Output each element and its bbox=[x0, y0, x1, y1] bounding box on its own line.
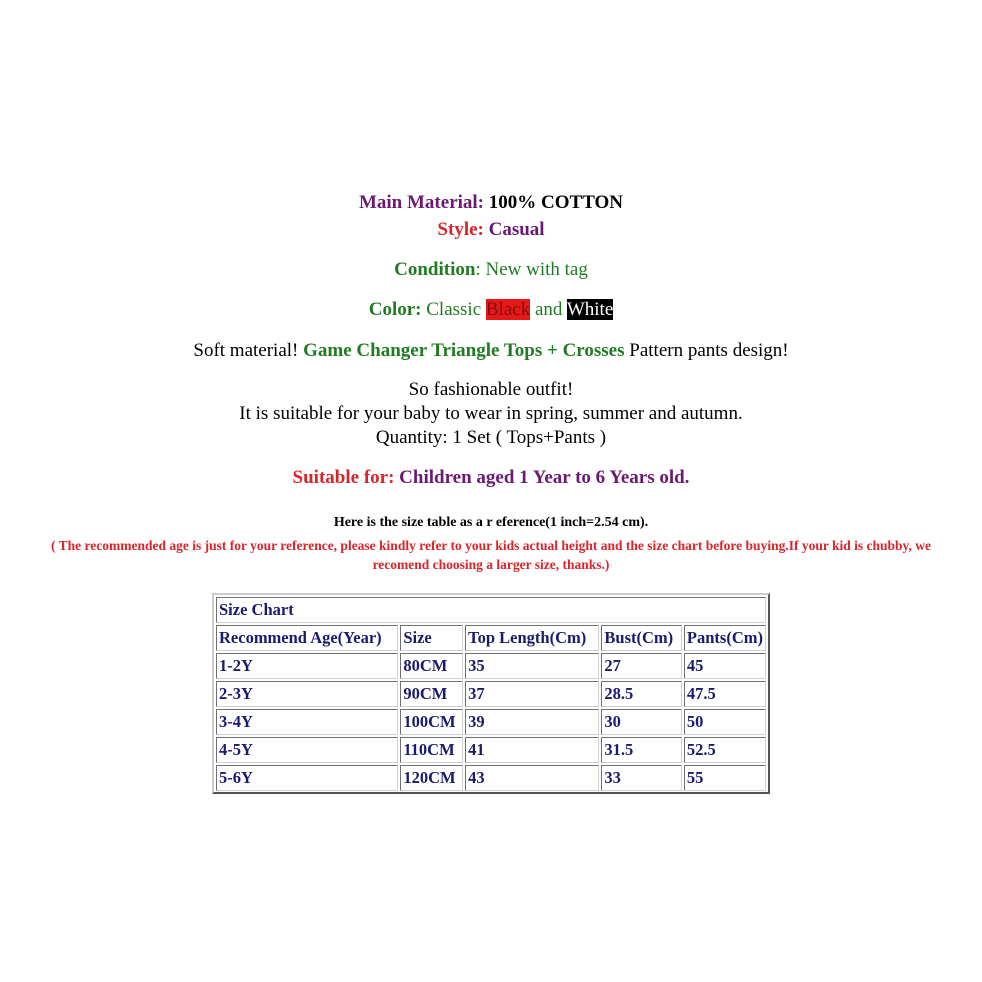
pattern-highlight: Game Changer Triangle Tops + Crosses bbox=[303, 340, 625, 361]
header-size: Size bbox=[400, 625, 463, 651]
size-chart-title: Size Chart bbox=[216, 597, 766, 623]
color-line bbox=[0, 299, 982, 321]
cell-size: 100CM bbox=[400, 709, 463, 735]
color-black-swatch: Black bbox=[485, 299, 531, 320]
suitable-value: Children aged 1 Year to 6 Years old. bbox=[399, 467, 690, 488]
color-pre: Classic bbox=[426, 299, 482, 320]
cell-top-length: 37 bbox=[465, 681, 599, 707]
cell-bust: 30 bbox=[601, 709, 682, 735]
pattern-post: Pattern pants design! bbox=[629, 340, 789, 361]
pattern-pre: Soft material! bbox=[193, 340, 299, 361]
size-chart-title-row bbox=[216, 597, 766, 623]
cell-size: 120CM bbox=[400, 765, 463, 791]
table-row bbox=[216, 653, 766, 679]
cell-size: 110CM bbox=[400, 737, 463, 763]
material-line bbox=[0, 192, 982, 214]
condition-line bbox=[0, 259, 982, 281]
pattern-line bbox=[0, 340, 982, 362]
header-top-length: Top Length(Cm) bbox=[465, 625, 599, 651]
cell-age: 5-6Y bbox=[216, 765, 398, 791]
color-mid: and bbox=[534, 299, 563, 320]
desc-line-3: Quantity: 1 Set ( Tops+Pants ) bbox=[375, 427, 607, 448]
table-row bbox=[216, 737, 766, 763]
cell-top-length: 41 bbox=[465, 737, 599, 763]
style-line bbox=[0, 219, 982, 241]
header-age: Recommend Age(Year) bbox=[216, 625, 398, 651]
material-label: Main Material: bbox=[358, 192, 485, 213]
suitable-label: Suitable for: bbox=[292, 467, 395, 488]
cell-pants: 55 bbox=[684, 765, 766, 791]
cell-pants: 52.5 bbox=[684, 737, 766, 763]
cell-top-length: 43 bbox=[465, 765, 599, 791]
suitable-line bbox=[0, 467, 982, 489]
cell-age: 1-2Y bbox=[216, 653, 398, 679]
table-row bbox=[216, 765, 766, 791]
color-white-swatch: White bbox=[566, 299, 614, 320]
cell-bust: 28.5 bbox=[601, 681, 682, 707]
style-value: Casual bbox=[488, 219, 545, 240]
desc-line-1: So fashionable outfit! bbox=[408, 379, 574, 400]
color-label: Color: bbox=[368, 299, 422, 320]
cell-bust: 27 bbox=[601, 653, 682, 679]
cell-pants: 47.5 bbox=[684, 681, 766, 707]
recommend-note: ( The recommended age is just for your reference, please kindly refer to your kids actual height and the size chart before buying.If your kid is chubby, we recomend choosing a larger size, thanks.) bbox=[50, 538, 931, 572]
cell-age: 3-4Y bbox=[216, 709, 398, 735]
size-chart-table bbox=[212, 593, 770, 794]
cell-age: 4-5Y bbox=[216, 737, 398, 763]
desc-line-2: It is suitable for your baby to wear in spring, summer and autumn. bbox=[239, 403, 743, 424]
condition-value: : New with tag bbox=[475, 259, 588, 280]
cell-top-length: 39 bbox=[465, 709, 599, 735]
cell-bust: 31.5 bbox=[601, 737, 682, 763]
cell-age: 2-3Y bbox=[216, 681, 398, 707]
table-row bbox=[216, 709, 766, 735]
condition-label: Condition bbox=[394, 259, 476, 280]
cell-bust: 33 bbox=[601, 765, 682, 791]
cell-size: 90CM bbox=[400, 681, 463, 707]
cell-size: 80CM bbox=[400, 653, 463, 679]
header-bust: Bust(Cm) bbox=[601, 625, 682, 651]
header-pants: Pants(Cm) bbox=[684, 625, 766, 651]
material-value: 100% COTTON bbox=[488, 192, 624, 213]
size-chart-header-row bbox=[216, 625, 766, 651]
table-row bbox=[216, 681, 766, 707]
cell-pants: 45 bbox=[684, 653, 766, 679]
cell-top-length: 35 bbox=[465, 653, 599, 679]
size-note: Here is the size table as a r eference(1 inch=2.54 cm). bbox=[333, 515, 649, 530]
cell-pants: 50 bbox=[684, 709, 766, 735]
style-label: Style: bbox=[437, 219, 484, 240]
